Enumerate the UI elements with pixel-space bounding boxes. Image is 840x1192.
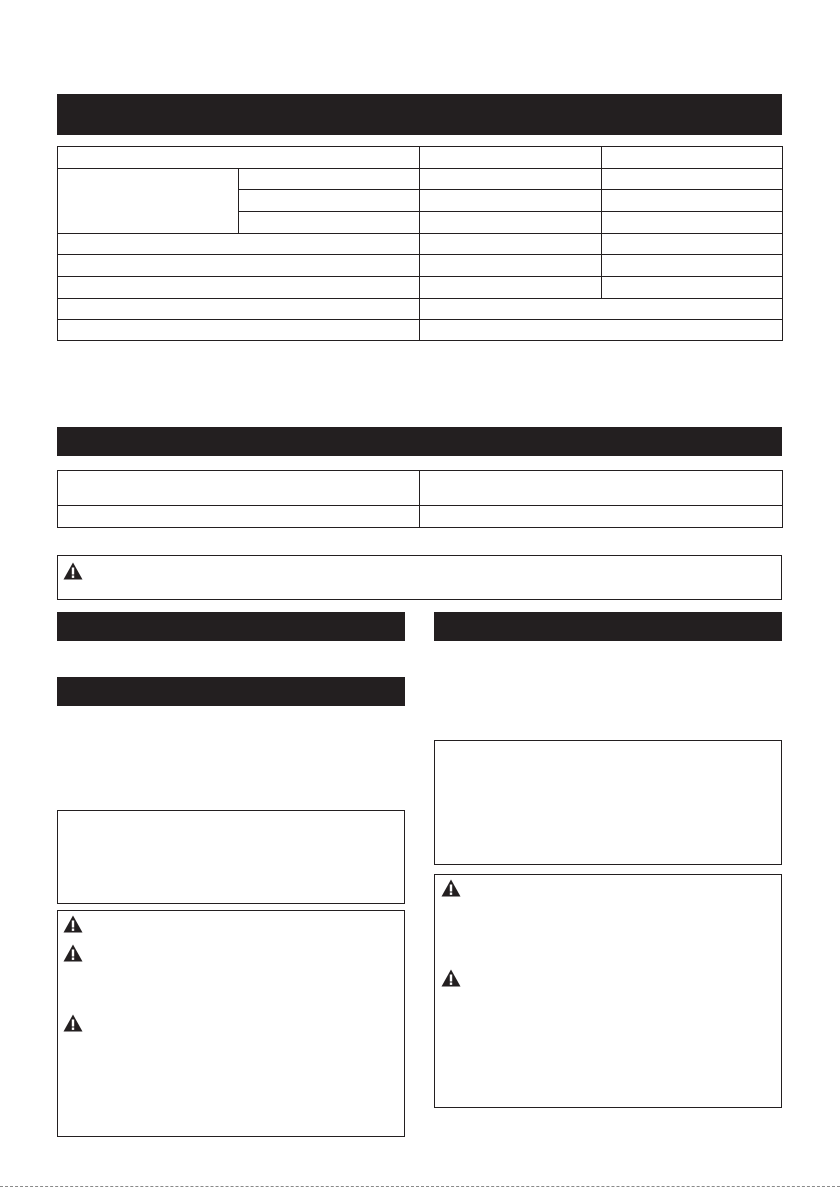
- table-row: [58, 169, 783, 190]
- applicable-table: [57, 470, 783, 528]
- table-row: [58, 147, 783, 169]
- table-cell: [58, 169, 239, 234]
- table-cell: [239, 212, 420, 234]
- table-cell: [420, 277, 602, 299]
- table-cell: [58, 147, 420, 169]
- table-row: [58, 471, 783, 506]
- table-cell: [239, 190, 420, 212]
- left-note-box: [57, 810, 405, 904]
- table-cell: [602, 169, 783, 190]
- right-warning-box: [434, 874, 782, 1108]
- table-cell: [58, 234, 420, 255]
- warning-triangle-icon: [63, 562, 83, 580]
- table-cell: [420, 299, 783, 320]
- left-warning-box: [57, 910, 405, 1137]
- table-cell: [420, 212, 602, 234]
- warning-triangle-icon: [441, 879, 461, 897]
- table-row: [58, 320, 783, 341]
- table-row: [58, 277, 783, 299]
- table-row: [58, 234, 783, 255]
- page-bottom-rule: [0, 1186, 840, 1187]
- warning-triangle-icon: [63, 944, 83, 962]
- warning-box-full-width: [57, 555, 782, 600]
- warning-triangle-icon: [63, 1014, 83, 1032]
- specifications-table: [57, 146, 783, 341]
- table-cell: [602, 212, 783, 234]
- table-row: [58, 255, 783, 277]
- specifications-header-bar: [57, 94, 782, 135]
- table-cell: [58, 506, 420, 528]
- table-cell: [602, 255, 783, 277]
- table-cell: [420, 320, 783, 341]
- left-section-header-bar-2: [57, 677, 405, 706]
- right-section-header-bar: [434, 612, 782, 641]
- table-cell: [602, 234, 783, 255]
- table-cell: [420, 255, 602, 277]
- table-cell: [58, 277, 420, 299]
- table-row: [58, 299, 783, 320]
- table-cell: [239, 169, 420, 190]
- table-cell: [602, 277, 783, 299]
- table-cell: [58, 320, 420, 341]
- table-cell: [420, 234, 602, 255]
- table-cell: [58, 299, 420, 320]
- table-cell: [420, 147, 602, 169]
- table-cell: [420, 169, 602, 190]
- table-cell: [58, 471, 420, 506]
- table-cell: [602, 190, 783, 212]
- left-section-header-bar-1: [57, 612, 405, 641]
- table-cell: [420, 506, 783, 528]
- table-cell: [58, 255, 420, 277]
- table-cell: [420, 471, 783, 506]
- warning-triangle-icon: [63, 915, 83, 933]
- warning-triangle-icon: [441, 969, 461, 987]
- section-header-bar: [57, 427, 782, 456]
- table-row: [58, 506, 783, 528]
- table-cell: [602, 147, 783, 169]
- table-cell: [420, 190, 602, 212]
- right-note-box: [434, 740, 782, 865]
